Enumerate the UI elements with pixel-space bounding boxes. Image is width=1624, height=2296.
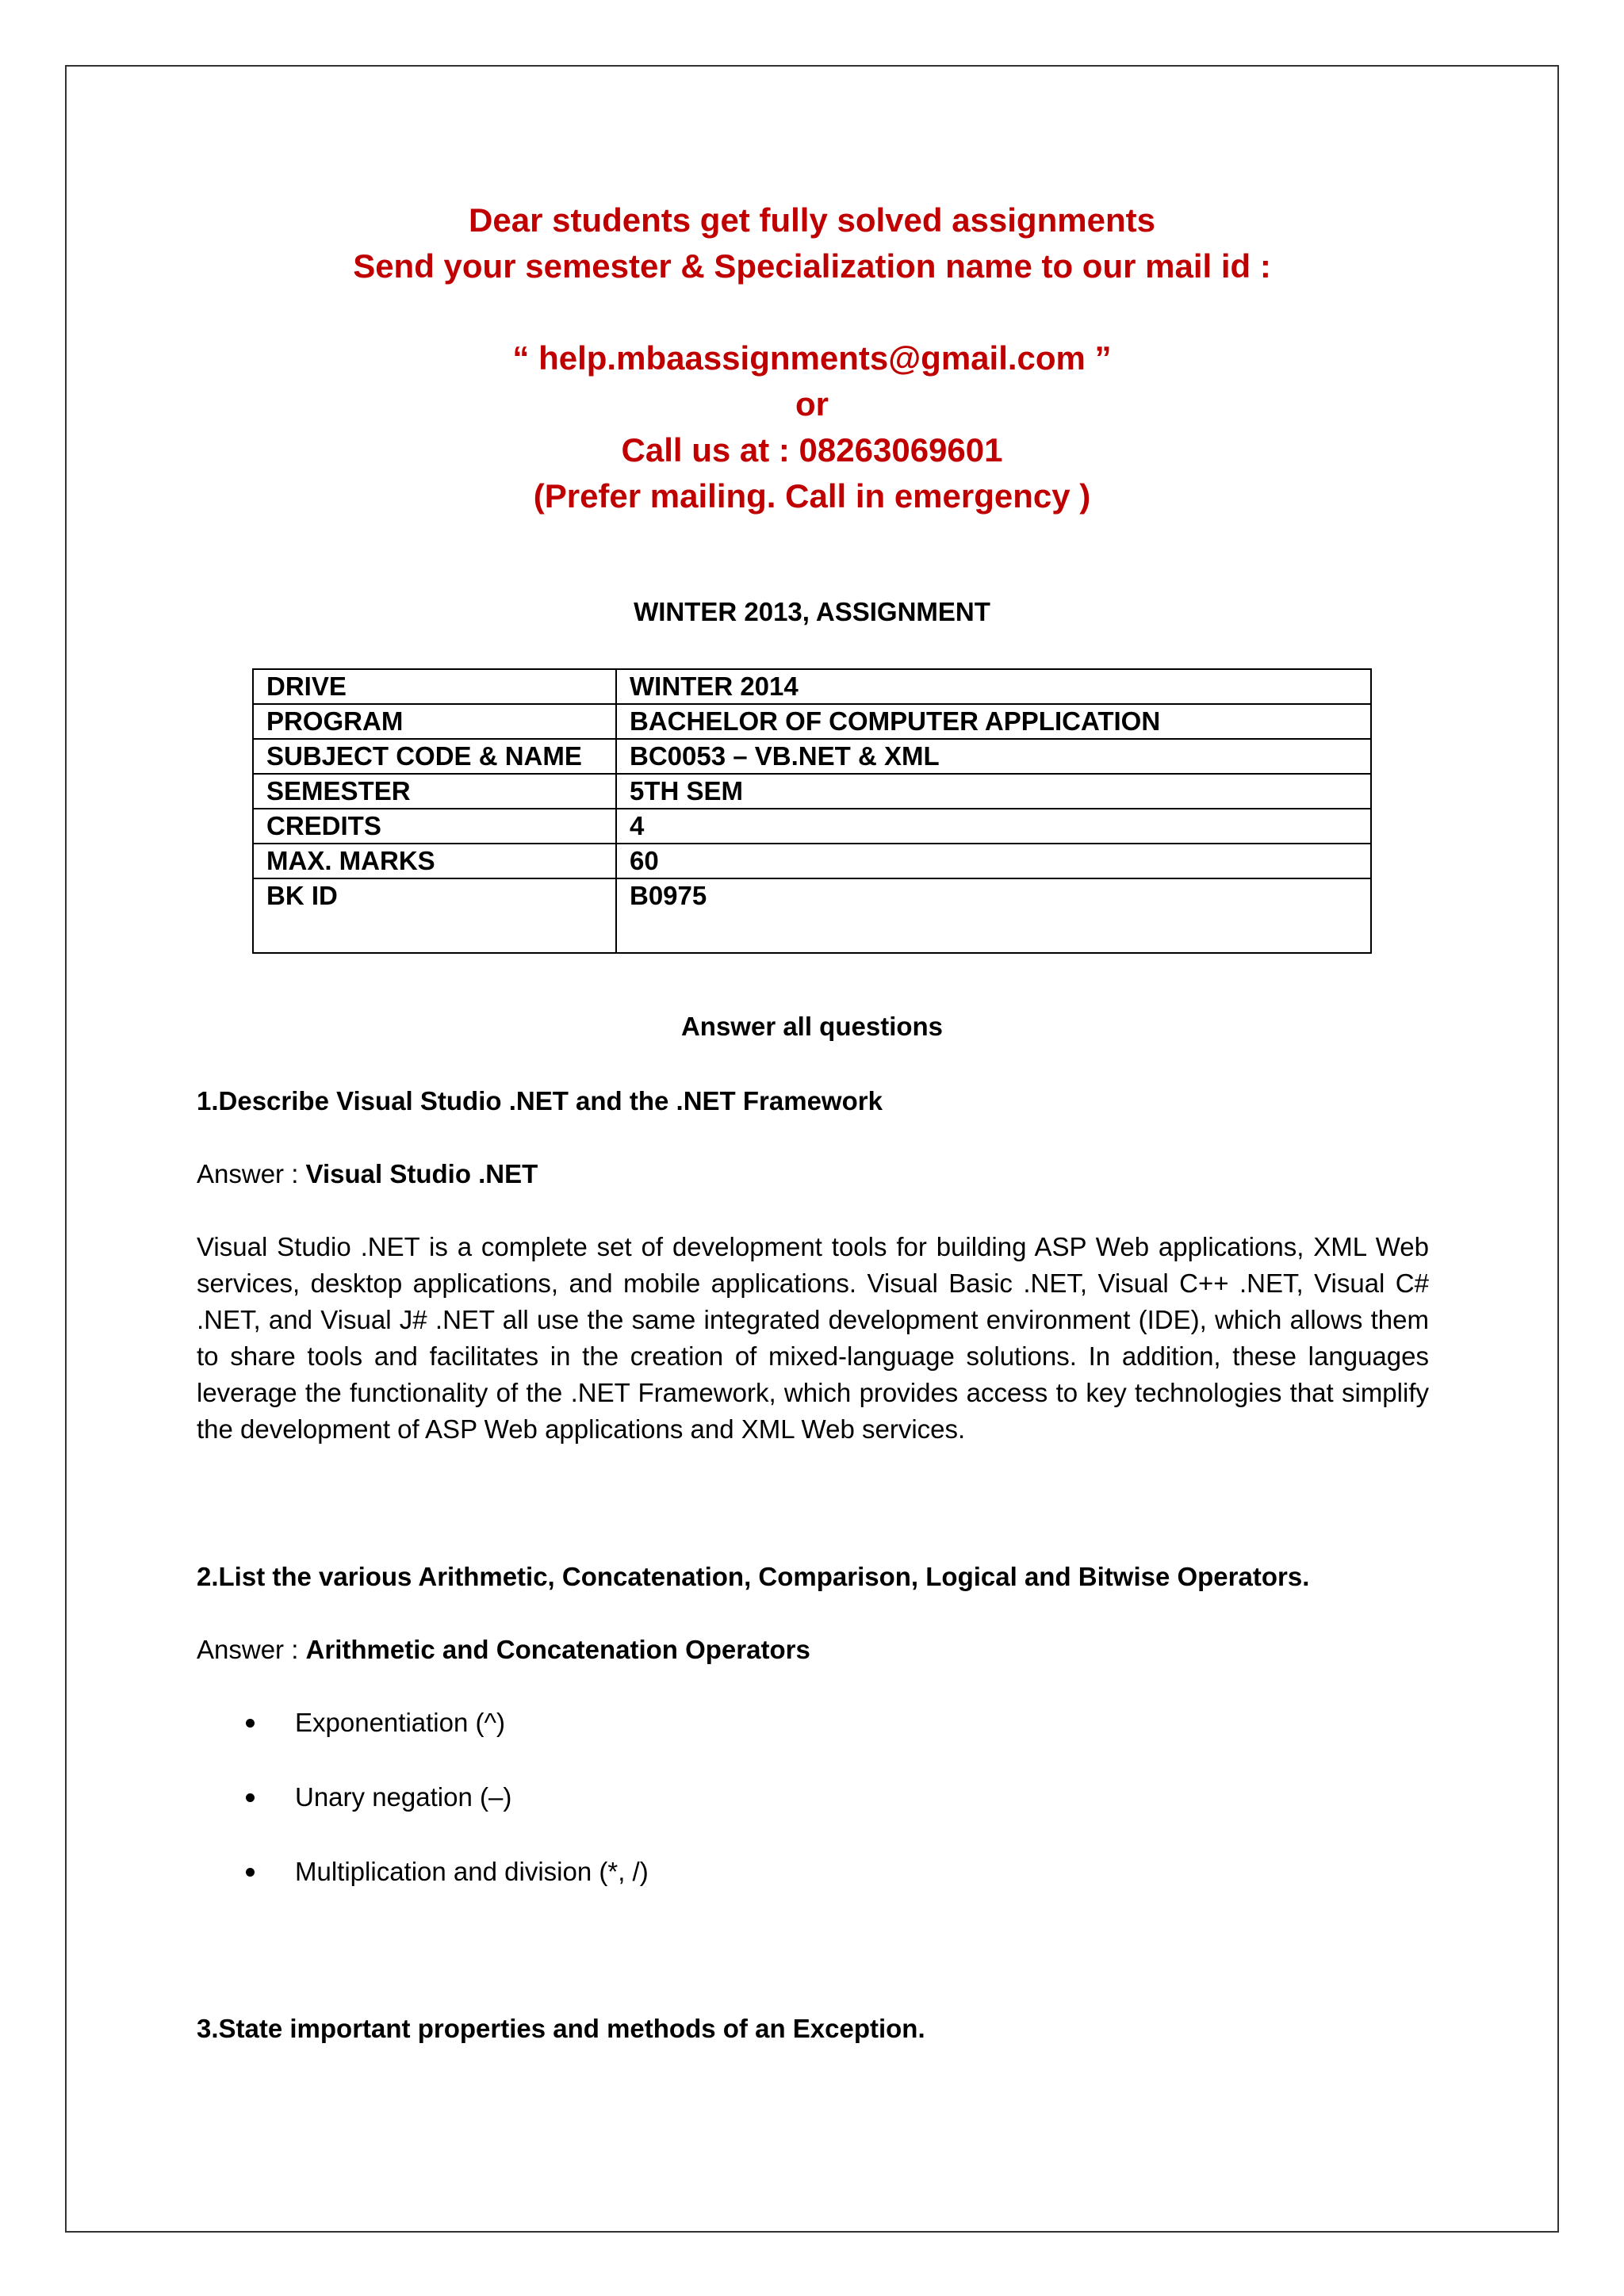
- list-item-text: Exponentiation (^): [295, 1708, 505, 1737]
- promo-email: “ help.mbaassignments@gmail.com ”: [512, 339, 1112, 377]
- promo-line-2: Send your semester & Specialization name to our mail id :: [353, 247, 1271, 285]
- info-label: DRIVE: [253, 669, 616, 704]
- info-label: BK ID: [253, 878, 616, 953]
- table-row: [253, 844, 1371, 878]
- operator-list: [197, 1705, 649, 1928]
- answer-2-heading-line: [197, 1632, 1429, 1668]
- bullet-icon: [246, 1719, 255, 1728]
- info-label: PROGRAM: [253, 704, 616, 739]
- info-value: WINTER 2014: [616, 669, 1371, 704]
- bullet-icon: [246, 1868, 255, 1877]
- answer-1-paragraph: Visual Studio .NET is a complete set of development tools for building ASP Web applications, XML Web services, desktop applications, and mobile applications. Visual Basic .NET, Visual C++ .NET, Visual C# .NET, and Visual J# .NET all use the same integrated development environment (IDE), which allows them to share tools and facilitates in the creation of mixed-language solutions. In addition, these languages leverage the functionality of the .NET Framework, which provides access to key technologies that simplify the development of ASP Web applications and XML Web services.: [197, 1232, 1429, 1444]
- table-row: [253, 739, 1371, 774]
- info-value: BACHELOR OF COMPUTER APPLICATION: [616, 704, 1371, 739]
- info-value: 4: [616, 809, 1371, 844]
- promo-note: (Prefer mailing. Call in emergency ): [533, 477, 1091, 515]
- info-value: 5TH SEM: [616, 774, 1371, 809]
- info-label: SEMESTER: [253, 774, 616, 809]
- info-label: MAX. MARKS: [253, 844, 616, 878]
- table-row: [253, 669, 1371, 704]
- promo-banner: [0, 197, 1624, 519]
- list-item: [197, 1705, 649, 1779]
- bullet-icon: [246, 1793, 255, 1802]
- table-row: [253, 704, 1371, 739]
- question-3: 3.State important properties and methods of an Exception.: [197, 2014, 925, 2043]
- list-item: [197, 1779, 649, 1854]
- answer-1-heading-line: [197, 1156, 1429, 1192]
- promo-line-1: Dear students get fully solved assignments: [469, 201, 1155, 239]
- answer-heading: Arithmetic and Concatenation Operators: [305, 1635, 810, 1664]
- answer-heading: Visual Studio .NET: [305, 1159, 538, 1188]
- assignment-title: WINTER 2013, ASSIGNMENT: [634, 597, 990, 626]
- table-row: [253, 809, 1371, 844]
- info-table: [252, 668, 1372, 954]
- info-value: BC0053 – VB.NET & XML: [616, 739, 1371, 774]
- promo-or: or: [795, 385, 829, 423]
- list-item-text: Unary negation (–): [295, 1782, 512, 1812]
- question-2: 2.List the various Arithmetic, Concatenation, Comparison, Logical and Bitwise Operators.: [197, 1562, 1310, 1591]
- question-1: 1.Describe Visual Studio .NET and the .NET Framework: [197, 1086, 883, 1115]
- table-row: [253, 878, 1371, 953]
- info-label: SUBJECT CODE & NAME: [253, 739, 616, 774]
- promo-phone: Call us at : 08263069601: [621, 431, 1003, 469]
- answer-prefix: Answer :: [197, 1635, 306, 1664]
- info-value: 60: [616, 844, 1371, 878]
- table-row: [253, 774, 1371, 809]
- info-label: CREDITS: [253, 809, 616, 844]
- answer-prefix: Answer :: [197, 1159, 306, 1188]
- list-item: [197, 1854, 649, 1928]
- info-value: B0975: [616, 878, 1371, 953]
- list-item-text: Multiplication and division (*, /): [295, 1857, 649, 1886]
- instructions: Answer all questions: [680, 1012, 944, 1041]
